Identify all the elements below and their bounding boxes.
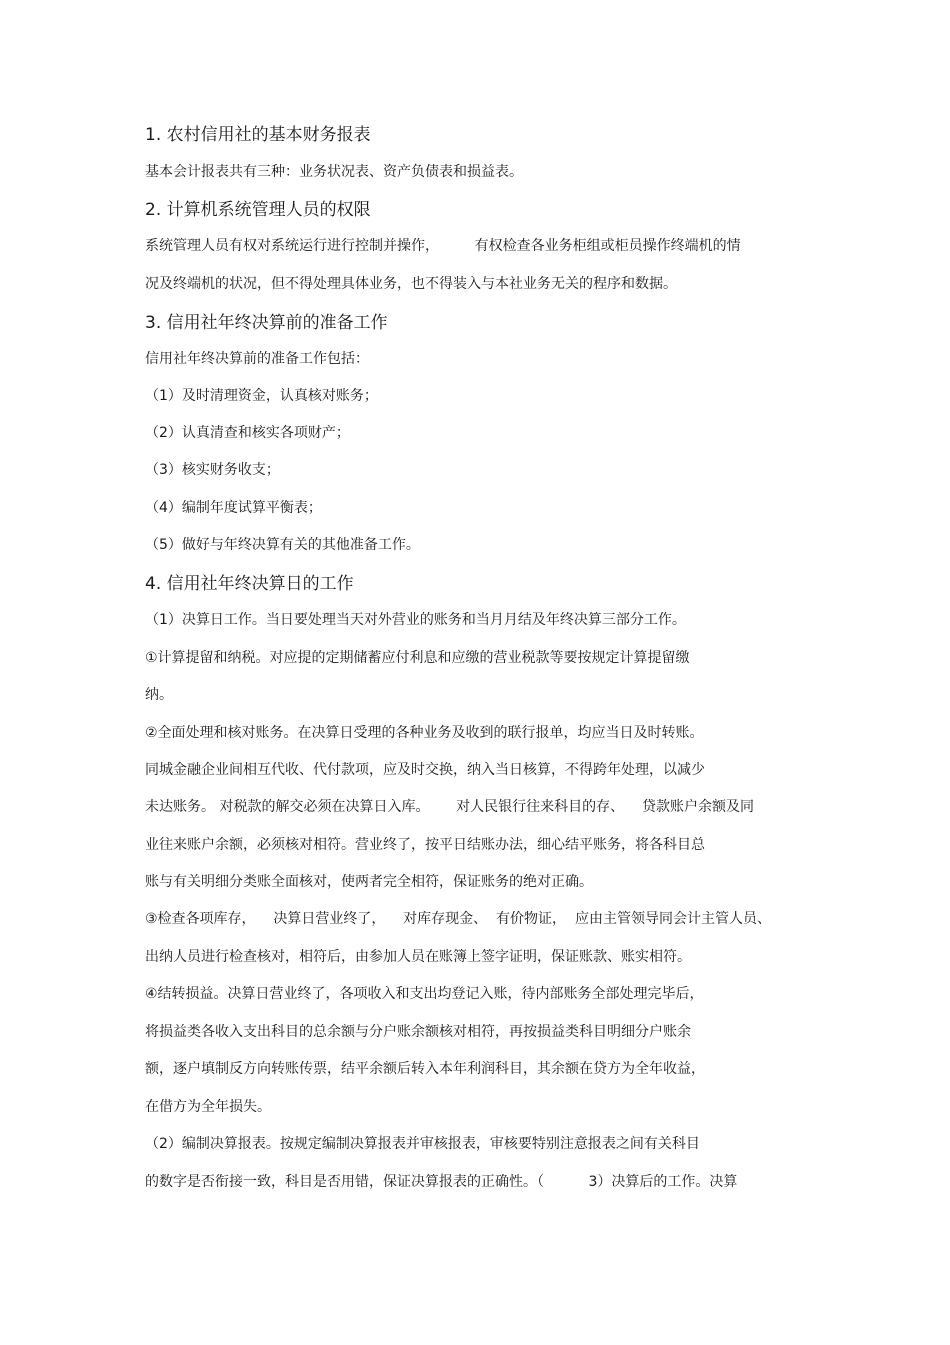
section-4-line: 出纳人员进行检查核对，相符后，由参加人员在账簿上签字证明，保证账款、账实相符。 (145, 949, 691, 965)
section-1-heading: 1. 农村信用社的基本财务报表 (145, 125, 371, 145)
section-3-intro: 信用社年终决算前的准备工作包括： (145, 351, 369, 367)
section-4-line: ①计算提留和纳税。对应提的定期储蓄应付利息和应缴的营业税款等要按规定计算提留缴 (145, 650, 690, 666)
section-4-line: （1）决算日工作。当日要处理当天对外营业的账务和当月月结及年终决算三部分工作。 (145, 612, 686, 628)
section-4-heading: 4. 信用社年终决算日的工作 (145, 574, 354, 594)
section-4-line: 额，逐户填制反方向转账传票，结平余额后转入本年利润科目，其余额在贷方为全年收益， (145, 1061, 705, 1077)
section-3-item: （5）做好与年终决算有关的其他准备工作。 (145, 537, 420, 553)
section-2-heading: 2. 计算机系统管理人员的权限 (145, 200, 371, 220)
section-3-item: （2）认真清查和核实各项财产； (145, 425, 350, 441)
section-4-line: 将损益类各收入支出科目的总余额与分户账余额核对相符，再按损益类科目明细分户账余 (145, 1024, 691, 1040)
section-4-line: 纳。 (145, 687, 173, 703)
section-4-line: ②全面处理和核对账务。在决算日受理的各种业务及收到的联行报单，均应当日及时转账。 (145, 725, 704, 741)
section-2-text-line-1: 系统管理人员有权对系统运行进行控制并操作， 有权检查各业务柜组或柜员操作终端机的情 (145, 238, 741, 254)
section-4-line: 的数字是否衔接一致，科目是否用错，保证决算报表的正确性。（ 3）决算后的工作。决算 (145, 1174, 738, 1190)
section-1-text: 基本会计报表共有三种：业务状况表、资产负债表和损益表。 (145, 164, 523, 180)
section-3-heading: 3. 信用社年终决算前的准备工作 (145, 313, 388, 333)
section-3-item: （3）核实财务收支； (145, 462, 280, 478)
section-3-item: （1）及时清理资金，认真核对账务； (145, 388, 378, 404)
section-3-item: （4）编制年度试算平衡表； (145, 500, 322, 516)
section-4-line: 业往来账户余额，必须核对相符。营业终了，按平日结账办法，细心结平账务，将各科目总 (145, 837, 705, 853)
section-4-line: 未达账务。 对税款的解交必须在决算日入库。 对人民银行往来科目的存、 贷款账户余额及同 (145, 799, 754, 815)
section-4-line: 账与有关明细分类账全面核对，使两者完全相符，保证账务的绝对正确。 (145, 874, 593, 890)
section-4-line: 同城金融企业间相互代收、代付款项，应及时交换，纳入当日核算，不得跨年处理，以减少 (145, 762, 705, 778)
section-4-line: ③检查各项库存， 决算日营业终了， 对库存现金、 有价物证， 应由主管领导同会计主管人员、 (145, 911, 771, 927)
section-4-line: ④结转损益。决算日营业终了，各项收入和支出均登记入账，待内部账务全部处理完毕后， (145, 986, 704, 1002)
section-4-line: （2）编制决算报表。按规定编制决算报表并审核报表，审核要特别注意报表之间有关科目 (145, 1136, 700, 1152)
section-4-line: 在借方为全年损失。 (145, 1099, 271, 1115)
section-2-text-line-2: 况及终端机的状况，但不得处理具体业务，也不得装入与本社业务无关的程序和数据。 (145, 276, 677, 292)
